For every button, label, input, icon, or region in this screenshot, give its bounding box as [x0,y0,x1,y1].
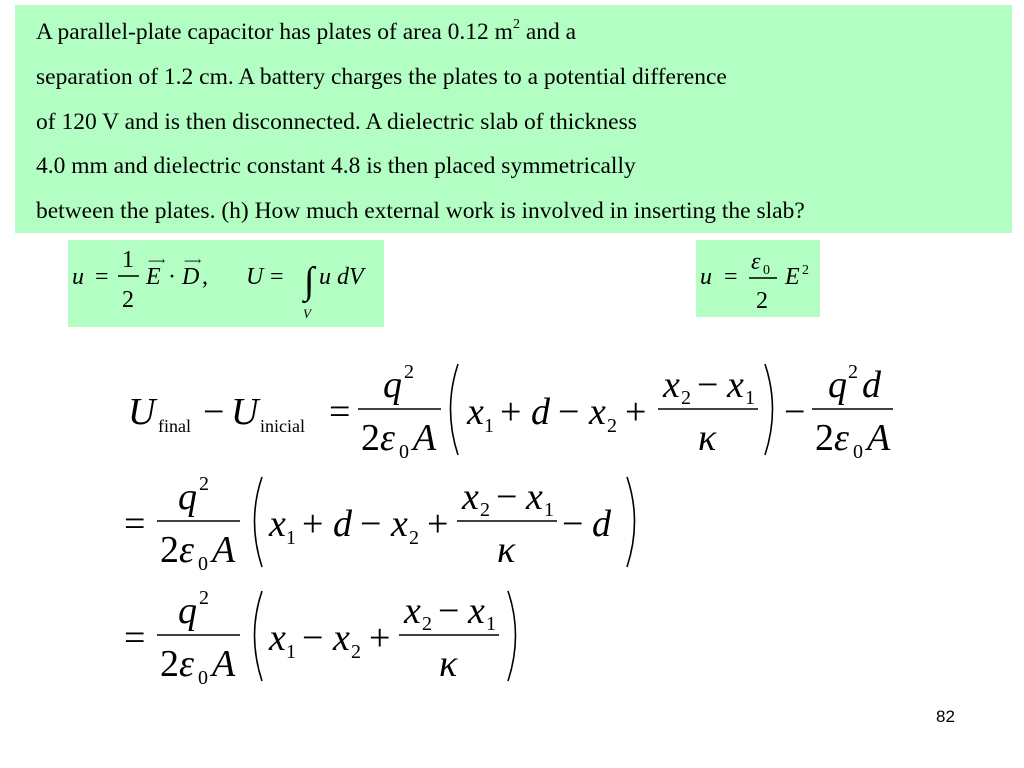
q-symbol: q [383,364,402,406]
epsilon-subscript-3: 0 [853,441,863,463]
fraction-denominator: 2 [122,287,134,313]
E-symbol: E [785,264,800,290]
problem-line-5: between the plates. (h) How much external work is involved in inserting the slab? [36,198,805,224]
right-paren-2 [627,477,635,567]
u-symbol-2: u [700,264,712,290]
minus-sign-3: − [697,364,719,406]
U-symbol: U [246,264,264,290]
two-coefficient-4: 2 [160,643,179,685]
equals-sign-2: = [270,264,284,290]
left-paren-2 [255,477,263,567]
derivation-line-1 [128,361,893,463]
d-symbol-3: d [333,503,352,545]
right-paren-3 [508,591,516,681]
page-number: 82 [936,707,955,726]
two-coefficient-3: 2 [160,529,179,571]
x2-numerator-subscript-2: 2 [480,499,490,521]
equals-sign-3: = [724,264,738,290]
plus-sign-5: + [369,617,391,659]
x2-numerator-2: x [462,476,479,518]
minus-sign-4: − [784,391,806,433]
fraction-numerator: 1 [122,247,134,273]
d-symbol: d [531,391,550,433]
equals-sign-4: = [329,391,351,433]
plus-sign-3: + [302,503,324,545]
x2-subscript-2: 2 [409,527,419,549]
d-symbol-4: d [592,503,611,545]
q-exponent-2: 2 [848,361,858,383]
minus-sign-2: − [558,391,580,433]
equals-sign: = [95,264,109,290]
U-final-symbol: U [128,391,156,433]
left-paren [451,364,459,455]
x1-numerator-subscript: 1 [745,387,755,409]
epsilon-symbol-5: ε [179,643,194,685]
D-vector-symbol: D [182,264,200,290]
left-paren-3 [255,591,263,681]
x2-subscript-3: 2 [351,641,361,663]
x2-numerator-3: x [404,590,421,632]
plus-sign-2: + [625,391,647,433]
problem-line-1-tail: and a [519,19,577,45]
epsilon-symbol-4: ε [179,529,194,571]
A-symbol-4: A [212,643,236,685]
A-symbol: A [413,417,437,459]
x1-numerator-subscript-2: 1 [544,499,554,521]
minus-sign: − [203,391,225,433]
q-exponent-3: 2 [199,473,209,495]
q-exponent-4: 2 [199,587,209,609]
comma: , [202,264,208,290]
two-coefficient-2: 2 [815,417,834,459]
two-coefficient: 2 [361,417,380,459]
E-exponent: 2 [802,263,809,278]
x1-subscript-3: 1 [286,641,296,663]
q-exponent: 2 [404,361,414,383]
x2-symbol-2: x [391,503,408,545]
minus-sign-7: − [562,503,584,545]
epsilon-symbol-3: ε [834,417,849,459]
minus-sign-5: − [360,503,382,545]
minus-sign-8: − [302,617,324,659]
epsilon-subscript-2: 0 [399,441,409,463]
q-symbol-3: q [178,476,197,518]
fraction-denominator-2: 2 [756,288,768,314]
problem-line-2: separation of 1.2 cm. A battery charges the plates to a potential difference [36,64,727,90]
problem-line-3: of 120 V and is then disconnected. A dielectric slab of thickness [36,109,637,135]
vector-arrow-E: ⟶ [148,254,166,268]
problem-line-4: 4.0 mm and dielectric constant 4.8 is then placed symmetrically [36,153,636,179]
x1-numerator-2: x [526,476,543,518]
minus-sign-6: − [496,476,518,518]
u-dV: u dV [319,264,364,290]
A-symbol-2: A [867,417,891,459]
derivation-line-3 [124,587,516,689]
U-initial-symbol: U [231,391,259,433]
x1-symbol-3: x [269,617,286,659]
epsilon-subscript: 0 [763,263,770,278]
epsilon-subscript-4: 0 [198,553,208,575]
q-symbol-4: q [178,590,197,632]
vector-arrow-D: ⟶ [184,254,202,268]
problem-line-1-text: A parallel-plate capacitor has plates of area 0.12 m [36,19,513,45]
subscript-final: final [158,416,191,436]
x1-symbol: x [467,391,484,433]
kappa-symbol-3: κ [439,643,458,685]
x2-subscript: 2 [607,415,617,437]
x1-numerator-subscript-3: 1 [486,613,496,635]
d-symbol-2: d [862,364,881,406]
q-symbol-2: q [828,364,847,406]
minus-sign-9: − [438,590,460,632]
x2-numerator-subscript: 2 [681,387,691,409]
dot-operator: · [168,264,176,290]
plus-sign: + [500,391,522,433]
x1-numerator: x [727,364,744,406]
kappa-symbol-2: κ [497,529,516,571]
x2-numerator-subscript-3: 2 [422,613,432,635]
A-symbol-3: A [212,529,236,571]
integral-sign: ∫ [304,260,315,302]
x1-subscript: 1 [484,415,494,437]
plus-sign-4: + [427,503,449,545]
kappa-symbol: κ [698,417,717,459]
x1-numerator-3: x [468,590,485,632]
derivation-line-2 [124,473,635,575]
equals-sign-6: = [124,617,146,659]
x1-subscript-2: 1 [286,527,296,549]
x2-symbol-3: x [333,617,350,659]
x2-numerator: x [663,364,680,406]
E-vector-symbol: E [146,264,161,290]
equals-sign-5: = [124,503,146,545]
u-symbol: u [72,264,84,290]
epsilon-symbol: ε [751,249,761,275]
epsilon-subscript-5: 0 [198,667,208,689]
x2-symbol: x [589,391,606,433]
subscript-inicial: inicial [260,416,305,436]
x1-symbol-2: x [269,503,286,545]
area-unit-exponent: 2 [512,17,520,32]
epsilon-symbol-2: ε [380,417,395,459]
integral-subscript: V [303,306,311,321]
right-paren [765,364,773,455]
